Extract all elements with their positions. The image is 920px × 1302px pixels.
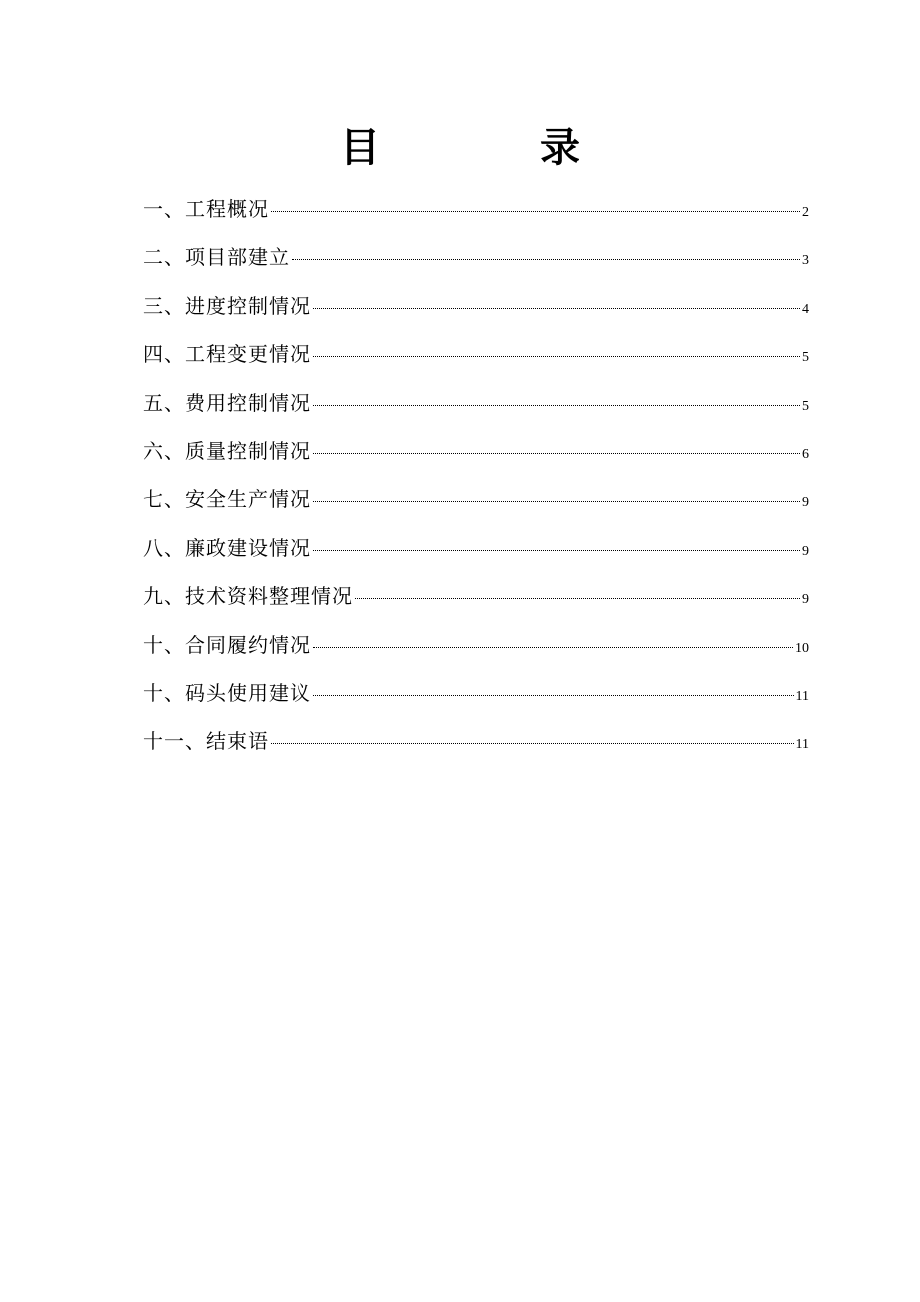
toc-entry-label: 四、工程变更情况: [143, 342, 311, 367]
toc-dot-leader: [313, 647, 793, 648]
toc-entry[interactable]: [143, 678, 809, 726]
toc-entry-label: 一、工程概况: [143, 197, 269, 221]
toc-dot-leader: [313, 308, 800, 309]
toc-entry[interactable]: [143, 630, 809, 678]
toc-entry[interactable]: [143, 436, 809, 484]
toc-entry-label: 十、码头使用建议: [143, 680, 311, 705]
toc-page-number: 6: [802, 446, 809, 462]
toc-dot-leader: [313, 501, 800, 502]
toc-page-number: 5: [802, 350, 809, 366]
toc-entry-label: 五、费用控制情况: [143, 390, 311, 415]
toc-entry-label: 十、合同履约情况: [143, 632, 311, 657]
toc-entry[interactable]: [143, 533, 809, 581]
toc-entry-label: 九、技术资料整理情况: [143, 584, 353, 609]
toc-page-number: 2: [802, 205, 809, 220]
toc-page-number: 5: [802, 398, 809, 414]
toc-page-number: 9: [802, 592, 809, 608]
toc-dot-leader: [355, 598, 800, 599]
toc-page-number: 11: [795, 737, 809, 753]
toc-entry-label: 六、质量控制情况: [143, 438, 311, 463]
toc-entry-label: 七、安全生产情况: [143, 487, 311, 512]
toc-page-number: 11: [795, 688, 809, 704]
toc-dot-leader: [271, 743, 794, 744]
toc-title: 目 录: [340, 124, 640, 171]
toc-page-number: 3: [802, 253, 809, 269]
toc-dot-leader: [313, 550, 800, 551]
toc-dot-leader: [292, 259, 800, 260]
toc-entry[interactable]: [143, 484, 809, 532]
toc-dot-leader: [313, 695, 794, 696]
toc-entry[interactable]: [143, 581, 809, 629]
toc-entry[interactable]: [143, 339, 809, 387]
toc-page-number: 9: [802, 495, 809, 511]
toc-entry-label: 二、项目部建立: [143, 245, 290, 270]
toc-entry-label: 八、廉政建设情况: [143, 535, 311, 560]
toc-dot-leader: [313, 405, 800, 406]
toc-entry[interactable]: [143, 388, 809, 436]
toc-entry[interactable]: [143, 194, 809, 242]
toc-page-number: 4: [802, 301, 809, 317]
toc-page-number: 10: [795, 640, 809, 656]
toc-dot-leader: [271, 211, 800, 212]
toc-entry[interactable]: [143, 291, 809, 339]
table-of-contents: [143, 194, 809, 775]
toc-dot-leader: [313, 453, 800, 454]
toc-entry[interactable]: [143, 726, 809, 774]
toc-entry-label: 三、进度控制情况: [143, 293, 311, 318]
toc-entry[interactable]: [143, 242, 809, 290]
toc-page-number: 9: [802, 543, 809, 559]
toc-dot-leader: [313, 356, 800, 357]
toc-entry-label: 十一、结束语: [143, 729, 269, 754]
